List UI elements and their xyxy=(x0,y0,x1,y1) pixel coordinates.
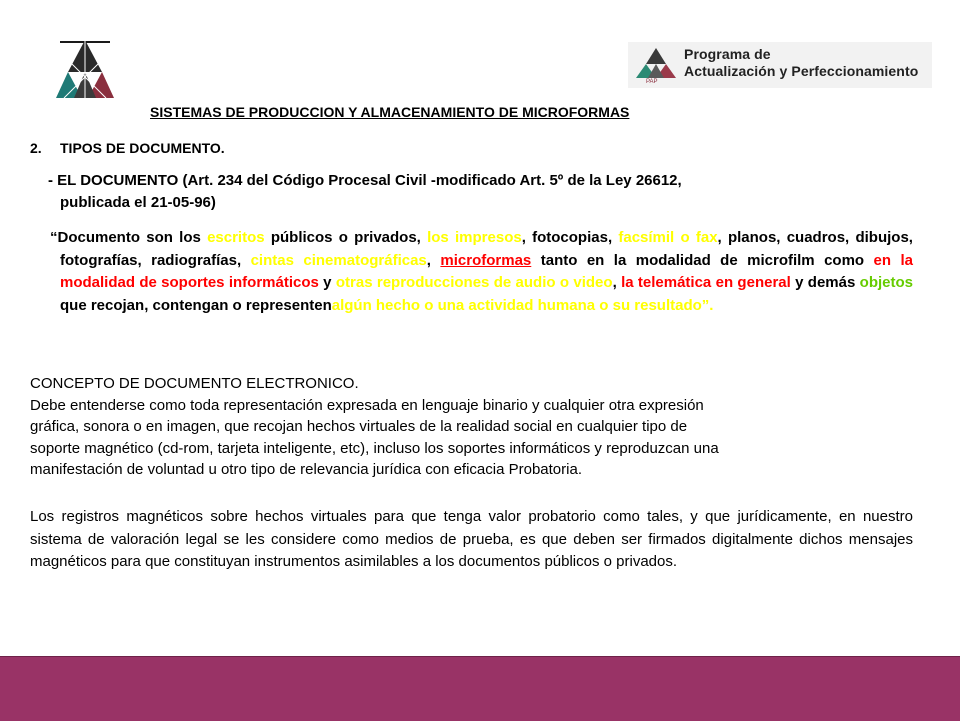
highlight-escritos: escritos xyxy=(207,229,265,246)
highlight-microformas: microformas xyxy=(440,251,532,269)
highlight-soportes: en la modalidad de soportes informáticos xyxy=(60,251,914,291)
program-name-line2: Actualización y Perfeccionamiento xyxy=(684,63,919,79)
section-number: 2. xyxy=(30,140,42,156)
quote-text: “Documento son los xyxy=(50,229,208,246)
section-heading xyxy=(30,140,225,156)
highlight-impresos: los impresos xyxy=(427,229,522,246)
page-title: SISTEMAS DE PRODUCCION Y ALMACENAMIENTO DE MICROFORMAS xyxy=(150,104,630,120)
program-name-line1: Programa de xyxy=(684,46,771,62)
concept-line: Debe entenderse como toda representación expresada en lenguaje binario y cualquier otra expresión xyxy=(30,396,704,414)
registros-paragraph: Los registros magnéticos sobre hechos virtuales para que tenga valor probatorio como tales, y que jurídicamente, en nuestro sistema de valoración legal se les considere como medios de prueba, es que deben ser firmados digitalmente dichos mensajes magnéticos para que constituyan instrumentos asimilables a los documentos públicos o privados. xyxy=(30,508,913,570)
quote-text: , xyxy=(426,251,441,269)
quote-text: , fotocopias, xyxy=(521,229,619,246)
definition-quote xyxy=(50,227,914,317)
pap-triangle-icon xyxy=(632,46,680,84)
highlight-otras: otras reproducciones de audio o video xyxy=(335,274,613,291)
quote-closing: ”. xyxy=(701,296,714,314)
concept-block xyxy=(30,373,915,481)
documento-line-2: publicada el 21-05-96) xyxy=(60,194,216,211)
highlight-facsimil: facsímil o fax xyxy=(618,229,718,246)
pap-badge-text: PAP xyxy=(646,79,658,84)
footer-bar xyxy=(0,656,960,721)
concept-heading: CONCEPTO DE DOCUMENTO ELECTRONICO. xyxy=(30,375,359,392)
documento-line-1: - EL DOCUMENTO (Art. 234 del Código Procesal Civil -modificado Art. 5º de la Ley 26612, xyxy=(48,172,682,189)
pap-logo xyxy=(628,42,932,88)
quote-text: , xyxy=(612,274,622,291)
quote-text: , planos, cuadros, dibujos, fotografías, radiografías, xyxy=(60,229,913,269)
concept-line: soporte magnético (cd-rom, tarjeta inteligente, etc), incluso los soportes informáticos y reproduzcan una xyxy=(30,439,719,457)
highlight-hecho: algún hecho o una actividad humana o su resultado xyxy=(331,296,702,314)
concept-line: gráfica, sonora o en imagen, que recojan hechos virtuales de la realidad social en cualquier tipo de xyxy=(30,418,688,435)
section-label: TIPOS DE DOCUMENTO. xyxy=(60,140,225,156)
quote-text: y demás xyxy=(790,274,860,291)
left-logo xyxy=(56,36,114,100)
quote-text: y xyxy=(318,274,336,291)
concept-line: manifestación de voluntad u otro tipo de relevancia jurídica con eficacia Probatoria. xyxy=(30,461,582,478)
quote-text: tanto en la modalidad de microfilm como xyxy=(531,251,874,269)
highlight-objetos: objetos xyxy=(859,274,913,291)
highlight-telematica: la telemática en general xyxy=(621,274,791,291)
highlight-cintas: cintas cinematográficas xyxy=(250,251,427,269)
quote-text: públicos o privados, xyxy=(264,229,428,246)
quote-text: que recojan, contengan o representen xyxy=(60,296,332,314)
